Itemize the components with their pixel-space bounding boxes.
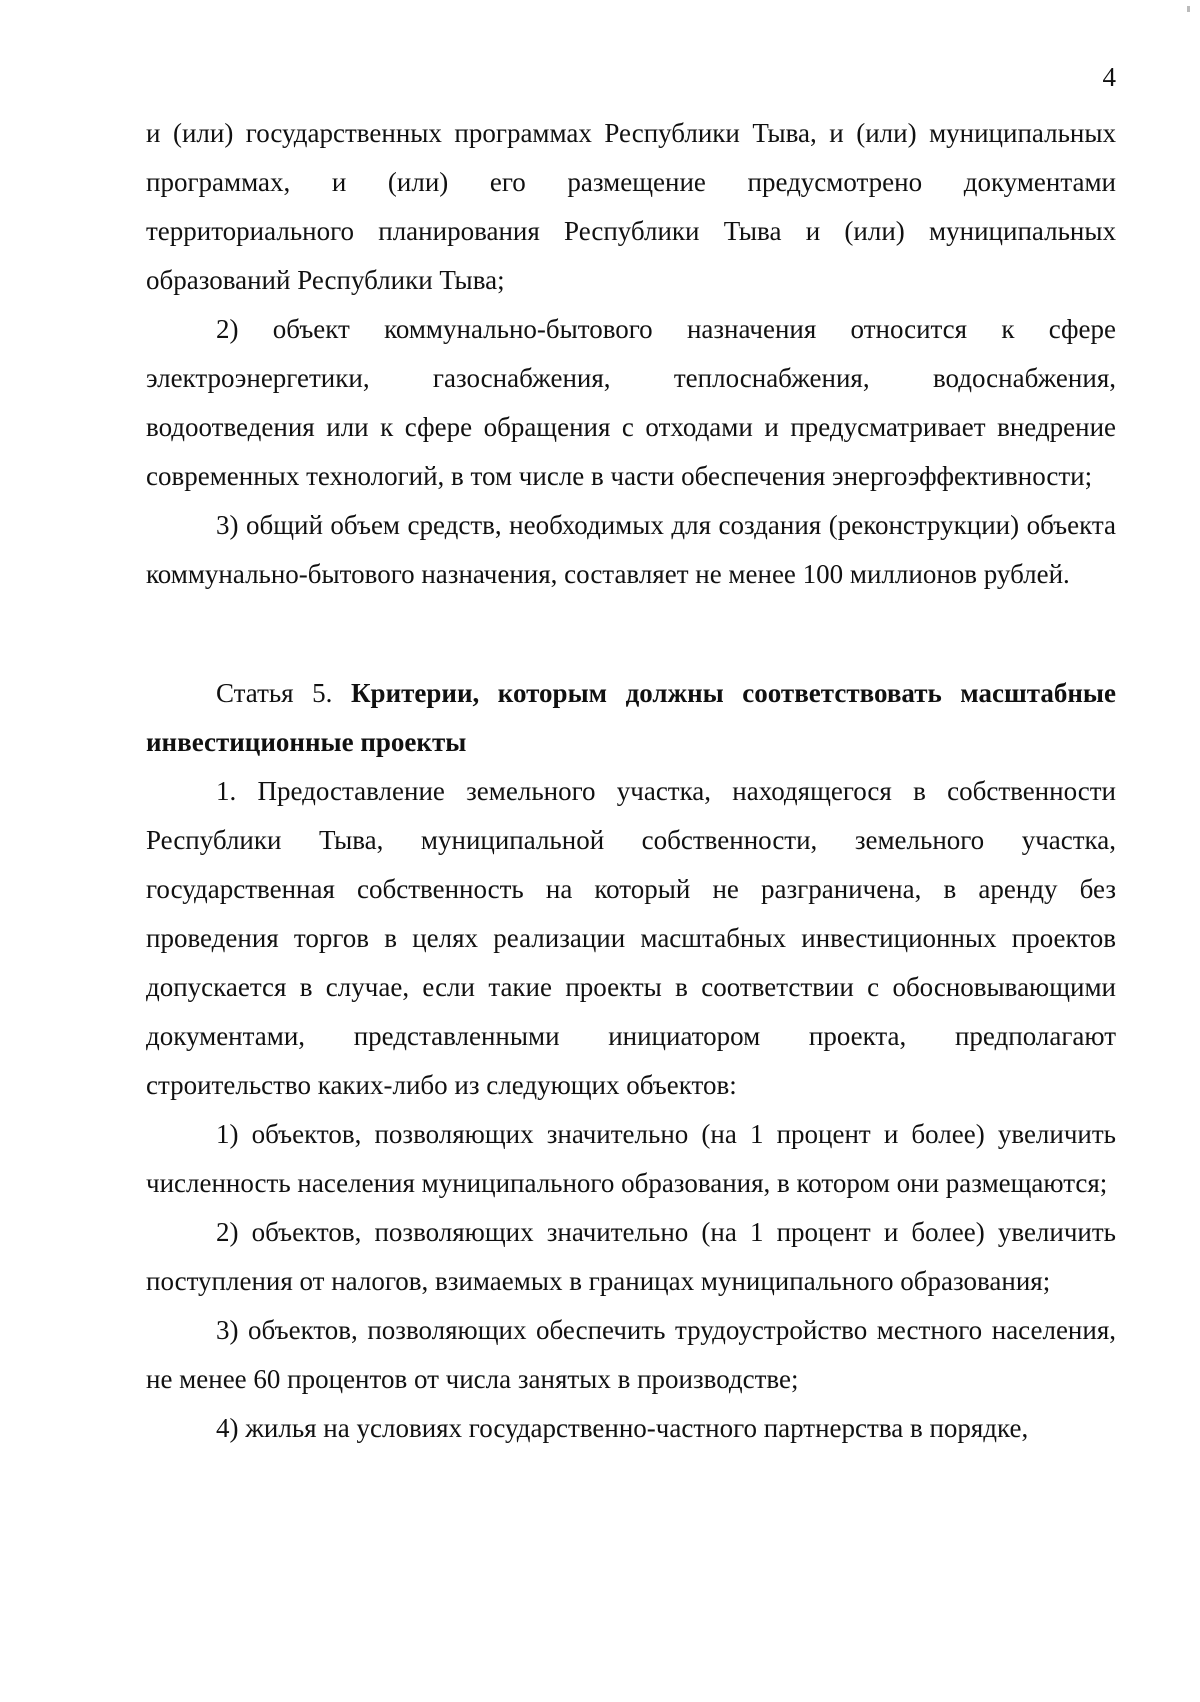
article-5-clause-1: 1. Предоставление земельного участка, находящегося в собственности Республики Тыва, муниципальной собственности, земельного участка, государственная собственность на который не разграничена, в аренду без проведения торгов в целях реализации масштабных инвестиционных проектов допускается в случае, если такие проекты в соответствии с обосновывающими документами, представленными инициатором проекта, предполагают строительство каких-либо из следующих объектов: [146,776,1116,1100]
article-5-item-2: 2) объектов, позволяющих значительно (на 1 процент и более) увеличить поступления от налогов, взимаемых в границах муниципального образования; [146,1217,1116,1296]
article-5-item-3: 3) объектов, позволяющих обеспечить трудоустройство местного населения, не менее 60 процентов от числа занятых в производстве; [146,1315,1116,1394]
scan-mark [1187,6,1190,12]
article-5-heading [146,669,1116,767]
page-number: 4 [1102,62,1116,92]
continuation-paragraph: и (или) государственных программах Республики Тыва, и (или) муниципальных программах, и (или) его размещение предусмотрено документами территориального планирования Республики Тыва и (или) муниципальных образований Республики Тыва; [146,118,1116,295]
article-5-item-1: 1) объектов, позволяющих значительно (на 1 процент и более) увеличить численность населения муниципального образования, в котором они размещаются; [146,1119,1116,1198]
article-5-prefix: Статья 5. [216,678,333,708]
criterion-item-3: 3) общий объем средств, необходимых для создания (реконструкции) объекта коммунально-бытового назначения, составляет не менее 100 миллионов рублей. [146,510,1116,589]
article-5-item-4: 4) жилья на условиях государственно-частного партнерства в порядке, [216,1413,1029,1443]
document-body [146,109,1116,1453]
article-5-title: Критерии, которым должны соответствовать масштабные инвестиционные проекты [146,678,1116,757]
criterion-item-2: 2) объект коммунально-бытового назначения относится к сфере электроэнергетики, газоснабжения, теплоснабжения, водоснабжения, водоотведения или к сфере обращения с отходами и предусматривает внедрение современных технологий, в том числе в части обеспечения энергоэффективности; [146,314,1116,491]
